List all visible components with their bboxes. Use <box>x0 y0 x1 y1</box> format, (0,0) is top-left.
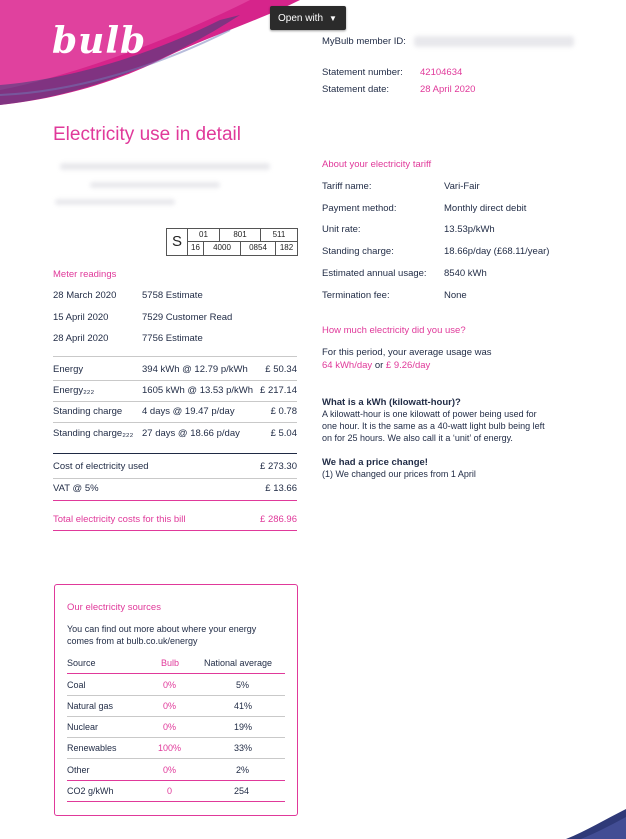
column-header: Source <box>67 658 96 668</box>
source-name: Renewables <box>67 743 117 753</box>
statement-number-label: Statement number: <box>322 67 403 78</box>
bulb-logo: bulb <box>52 20 147 62</box>
meter-cell: 511 <box>272 230 286 239</box>
meter-number-box <box>166 228 298 256</box>
column-header: National average <box>204 658 273 668</box>
charge-label: Standing charge <box>53 406 123 417</box>
corner-wave-art <box>566 809 626 839</box>
divider <box>67 737 285 738</box>
tariff-value: Vari-Fair <box>444 181 480 192</box>
tariff-value: 8540 kWh <box>444 268 487 279</box>
charge-detail: 1605 kWh @ 13.53 p/kWh <box>142 385 254 396</box>
meter-letter: S <box>167 229 188 255</box>
divider <box>53 356 297 357</box>
reading-date: 28 March 2020 <box>53 290 117 301</box>
divider <box>67 758 285 759</box>
usage-kwh-per-day: 64 kWh/day <box>322 360 373 371</box>
vat-label: VAT @ 5% <box>53 483 99 494</box>
divider <box>53 401 297 402</box>
bulb-share: 0% <box>163 680 177 690</box>
national-share: 33% <box>234 743 253 753</box>
meter-cell: 801 <box>233 230 247 239</box>
open-with-button[interactable] <box>270 6 346 30</box>
kwh-line: one hour. It is the same as a 40-watt light bulb being left <box>322 421 545 431</box>
national-share: 2% <box>236 765 250 775</box>
tariff-heading: About your electricity tariff <box>322 159 432 170</box>
tariff-label: Tariff name: <box>322 181 372 192</box>
open-with-label: Open with <box>278 12 324 24</box>
divider <box>53 478 297 479</box>
tariff-label: Termination fee: <box>322 290 390 301</box>
charge-detail: 4 days @ 19.47 p/day <box>142 406 235 417</box>
divider <box>53 500 297 501</box>
charge-amount: £ 5.04 <box>270 428 297 439</box>
usage-intro: For this period, your average usage was <box>322 347 492 358</box>
meter-cell: 16 <box>191 243 200 252</box>
tariff-value: Monthly direct debit <box>444 203 527 214</box>
usage-cost-per-day: £ 9.26/day <box>385 360 431 371</box>
price-change-heading: We had a price change! <box>322 457 428 468</box>
national-share: 5% <box>236 680 250 690</box>
divider <box>67 716 285 717</box>
meter-cell: 0854 <box>249 243 267 252</box>
statement-number: 42104634 <box>420 67 463 78</box>
charge-amount: £ 50.34 <box>265 364 297 375</box>
reading-value: 5758 Estimate <box>142 290 203 301</box>
reading-value: 7756 Estimate <box>142 333 203 344</box>
reading-date: 28 April 2020 <box>53 333 109 344</box>
charge-detail: 27 days @ 18.66 p/day <box>142 428 240 439</box>
source-name: CO2 g/kWh <box>67 786 114 796</box>
redacted-address-line <box>60 163 270 170</box>
usage-or: or <box>374 360 384 371</box>
tariff-label: Unit rate: <box>322 224 361 235</box>
reading-value: 7529 Customer Read <box>142 312 233 323</box>
chevron-down-icon: ▼ <box>329 13 337 23</box>
tariff-label: Standing charge: <box>322 246 394 257</box>
charge-label: Energy₂₂₂ <box>53 385 95 396</box>
bulb-share: 0 <box>167 786 173 796</box>
redacted-member-id <box>414 36 574 47</box>
national-share: 41% <box>234 701 253 711</box>
meter-readings-heading: Meter readings <box>53 269 117 280</box>
bulb-share: 0% <box>163 765 177 775</box>
tariff-label: Payment method: <box>322 203 397 214</box>
kwh-line: on for 25 hours. We also call it a ‘unit’ of energy. <box>322 433 513 443</box>
divider <box>53 380 297 381</box>
divider <box>53 530 297 531</box>
sources-heading: Our electricity sources <box>67 602 161 613</box>
meter-cell: 01 <box>199 230 208 239</box>
sources-intro-line <box>67 636 198 646</box>
charge-label: Standing charge₂₂₂ <box>53 428 134 439</box>
tariff-value: 18.66p/day (£68.11/year) <box>444 246 550 257</box>
tariff-value: 13.53p/kWh <box>444 224 495 235</box>
price-change-note: (1) We changed our prices from 1 April <box>322 469 476 479</box>
source-name: Coal <box>67 680 86 690</box>
divider <box>67 673 285 674</box>
charge-amount: £ 0.78 <box>270 406 297 417</box>
tariff-value: None <box>444 290 467 301</box>
charge-label: Energy <box>53 364 84 375</box>
cost-value: £ 273.30 <box>260 461 297 472</box>
sources-intro-line: You can find out more about where your energy <box>67 624 257 634</box>
sources-link[interactable]: bulb.co.uk/energy <box>126 636 198 646</box>
bulb-share: 0% <box>163 722 177 732</box>
redacted-address-line <box>55 199 175 205</box>
divider <box>67 780 285 781</box>
tariff-label: Estimated annual usage: <box>322 268 427 279</box>
charge-amount: £ 217.14 <box>260 385 297 396</box>
source-name: Nuclear <box>67 722 99 732</box>
bulb-share: 100% <box>158 743 182 753</box>
statement-date-label: Statement date: <box>322 84 390 95</box>
meter-cell: 182 <box>279 243 294 252</box>
divider <box>53 453 297 454</box>
bulb-share: 0% <box>163 701 177 711</box>
total-value: £ 286.96 <box>260 514 297 525</box>
total-label: Total electricity costs for this bill <box>53 514 186 525</box>
meter-cell: 4000 <box>213 243 231 252</box>
vat-value: £ 13.66 <box>265 483 297 494</box>
usage-values <box>322 360 430 371</box>
usage-heading: How much electricity did you use? <box>322 325 466 336</box>
national-share: 254 <box>234 786 250 796</box>
column-header: Bulb <box>161 658 180 668</box>
kwh-line: A kilowatt-hour is one kilowatt of power being used for <box>322 409 537 419</box>
source-name: Natural gas <box>67 701 114 711</box>
charge-detail: 394 kWh @ 12.79 p/kWh <box>142 364 248 375</box>
member-id-label: MyBulb member ID: <box>322 36 406 47</box>
cost-label: Cost of electricity used <box>53 461 149 472</box>
source-name: Other <box>67 765 90 775</box>
statement-date: 28 April 2020 <box>420 84 476 95</box>
divider <box>67 801 285 802</box>
national-share: 19% <box>234 722 253 732</box>
electricity-sources-box <box>54 584 298 816</box>
sources-intro-prefix: comes from at <box>67 636 127 646</box>
kwh-heading: What is a kWh (kilowatt-hour)? <box>322 397 461 408</box>
reading-date: 15 April 2020 <box>53 312 109 323</box>
divider <box>67 695 285 696</box>
divider <box>53 422 297 423</box>
redacted-address-line <box>90 182 220 188</box>
page-title: Electricity use in detail <box>53 124 241 145</box>
